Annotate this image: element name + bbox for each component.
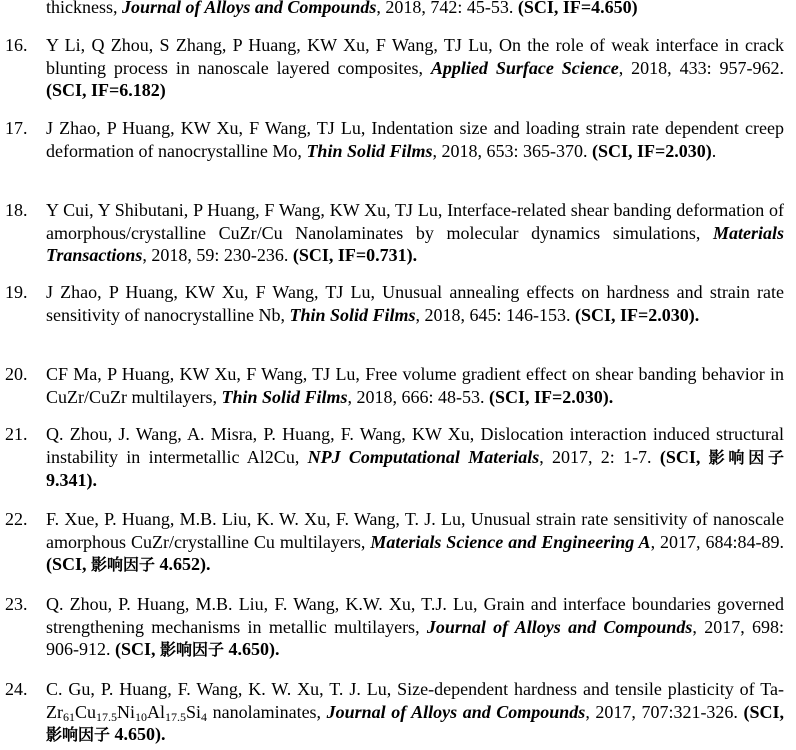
sci-impact: (SCI, <box>743 701 785 722</box>
entry-number: 20. <box>5 364 28 384</box>
entry-text <box>46 363 784 408</box>
sci-impact: (SCI, IF=2.030). <box>489 386 614 407</box>
sci-impact: 4.652). <box>155 554 211 575</box>
subscript: 17.5 <box>165 709 187 724</box>
entry-number: 19. <box>5 282 28 302</box>
sci-impact: (SCI, IF=2.030). <box>575 304 700 325</box>
journal-name: Journal of Alloys and Compounds <box>326 701 586 722</box>
citation-text: , 2018, 645: 146-153. <box>415 304 576 325</box>
entry-text <box>46 508 784 577</box>
entry-number: 16. <box>5 35 28 55</box>
citation-text: , 2017, 2: 1-7. <box>539 446 660 467</box>
impact-factor-label: 影响因子 <box>708 447 784 467</box>
entry-number: 21. <box>5 424 28 444</box>
entry-number: 23. <box>5 594 28 614</box>
publication-entry <box>0 363 784 408</box>
sci-impact: (SCI, <box>115 639 161 660</box>
citation-text: F. Xue, P. Huang, M.B. Liu, K. W. Xu, F. Wang, T. J. Lu, Unusual strain rate sensitivity of nanoscale amorphous CuZr/crystalline Cu multilayers, <box>46 509 784 552</box>
sci-impact: (SCI, IF=2.030) <box>591 140 712 161</box>
publication-entry <box>0 593 784 662</box>
sci-impact: (SCI, <box>46 554 92 575</box>
citation-text: J Zhao, P Huang, KW Xu, F Wang, TJ Lu, Indentation size and loading strain rate dependent creep deformation of nanocrystalline Mo, <box>46 118 784 161</box>
citation-text: , 2018, 59: 230-236. <box>142 245 293 266</box>
citation-text: , 2017, 698: 906-912. <box>46 616 784 660</box>
citation-text: Q. Zhou, J. Wang, A. Misra, P. Huang, F. Wang, KW Xu, Dislocation interaction induced structural instability in intermetallic Al2Cu, <box>46 424 784 467</box>
citation-text: , 2017, 684:84-89. <box>650 531 784 552</box>
citation-text: , 2018, 742: 45-53. <box>376 0 518 17</box>
publication-entry <box>0 281 784 326</box>
publication-entry <box>0 199 784 267</box>
journal-name: Thin Solid Films <box>289 304 416 325</box>
entry-number: 17. <box>5 118 28 138</box>
journal-name: NPJ Computational Materials <box>307 446 540 467</box>
entry-number: 22. <box>5 509 28 529</box>
citation-text: . <box>711 140 717 161</box>
citation-text: , 2018, 433: 957-962. <box>618 57 785 78</box>
publication-entry <box>0 34 784 102</box>
entry-text <box>46 199 784 267</box>
impact-factor-label: 影响因子 <box>91 555 156 575</box>
entry-text <box>46 281 784 326</box>
publication-entry <box>0 117 784 162</box>
journal-name: Journal of Alloys and Compounds <box>426 616 693 637</box>
subscript: 4 <box>201 709 208 724</box>
publication-entry <box>0 423 784 492</box>
citation-text: Q. Zhou, P. Huang, M.B. Liu, F. Wang, K.W. Xu, T.J. Lu, Grain and interface boundaries governed strengthening mechanisms in metallic multilayers, <box>46 594 784 637</box>
citation-text: C. Gu, P. Huang, F. Wang, K. W. Xu, T. J. Lu, Size-dependent hardness and tensile plasticity of Ta-Zr <box>46 679 784 722</box>
subscript: 61 <box>63 709 75 724</box>
citation-text: CF Ma, P Huang, KW Xu, F Wang, TJ Lu, Free volume gradient effect on shear banding behavior in CuZr/CuZr multilayers, <box>46 364 784 407</box>
citation-text: Si <box>186 701 202 722</box>
citation-text: J Zhao, P Huang, KW Xu, F Wang, TJ Lu, Unusual annealing effects on hardness and strain rate sensitivity of nanocrystalline Nb, <box>46 282 784 325</box>
citation-text: Y Li, Q Zhou, S Zhang, P Huang, KW Xu, F Wang, TJ Lu, On the role of weak interface in crack blunting process in nanoscale layered composites, <box>46 35 784 78</box>
journal-name: Thin Solid Films <box>221 386 348 407</box>
citation-text: Ni <box>117 701 136 722</box>
entry-text <box>46 117 784 162</box>
citation-text: Al <box>147 701 166 722</box>
subscript: 10 <box>135 709 148 724</box>
entry-text <box>46 593 784 662</box>
sci-impact: 4.650). <box>110 724 166 745</box>
sci-impact: (SCI, IF=4.650) <box>517 0 638 17</box>
sci-impact: (SCI, <box>659 446 709 467</box>
entry-text <box>46 0 784 19</box>
sci-impact: (SCI, IF=0.731). <box>292 245 418 266</box>
citation-text: nanolaminates, <box>207 701 327 722</box>
journal-name: Applied Surface Science <box>430 57 619 78</box>
sci-impact: 9.341). <box>46 470 97 491</box>
entry-text <box>46 678 784 747</box>
citation-text: Y Cui, Y Shibutani, P Huang, F Wang, KW Xu, TJ Lu, Interface-related shear banding deformation of amorphous/crystalline CuZr/Cu Nanolaminates by molecular dynamics simulations, <box>46 200 784 243</box>
journal-name: Materials Transactions <box>46 222 784 266</box>
citation-text: , 2017, 707:321-326. <box>585 701 744 722</box>
publication-entry <box>0 0 784 19</box>
entry-number: 24. <box>5 679 28 699</box>
citation-text: , 2018, 653: 365-370. <box>432 140 592 161</box>
entry-text <box>46 34 784 102</box>
entry-number: 18. <box>5 200 28 220</box>
citation-text: Cu <box>75 701 97 722</box>
entry-text <box>46 423 784 492</box>
impact-factor-label: 影响因子 <box>46 725 111 745</box>
citation-text: , 2018, 666: 48-53. <box>347 386 490 407</box>
sci-impact: 4.650). <box>224 639 280 660</box>
citation-text: thickness, <box>46 0 122 17</box>
journal-name: Thin Solid Films <box>306 140 433 161</box>
publication-entry <box>0 508 784 577</box>
subscript: 17.5 <box>96 709 118 724</box>
impact-factor-label: 影响因子 <box>160 640 225 660</box>
sci-impact: (SCI, IF=6.182) <box>46 80 166 101</box>
journal-name: Journal of Alloys and Compounds <box>122 0 377 17</box>
journal-name: Materials Science and Engineering A <box>370 531 651 552</box>
publication-entry <box>0 678 784 747</box>
